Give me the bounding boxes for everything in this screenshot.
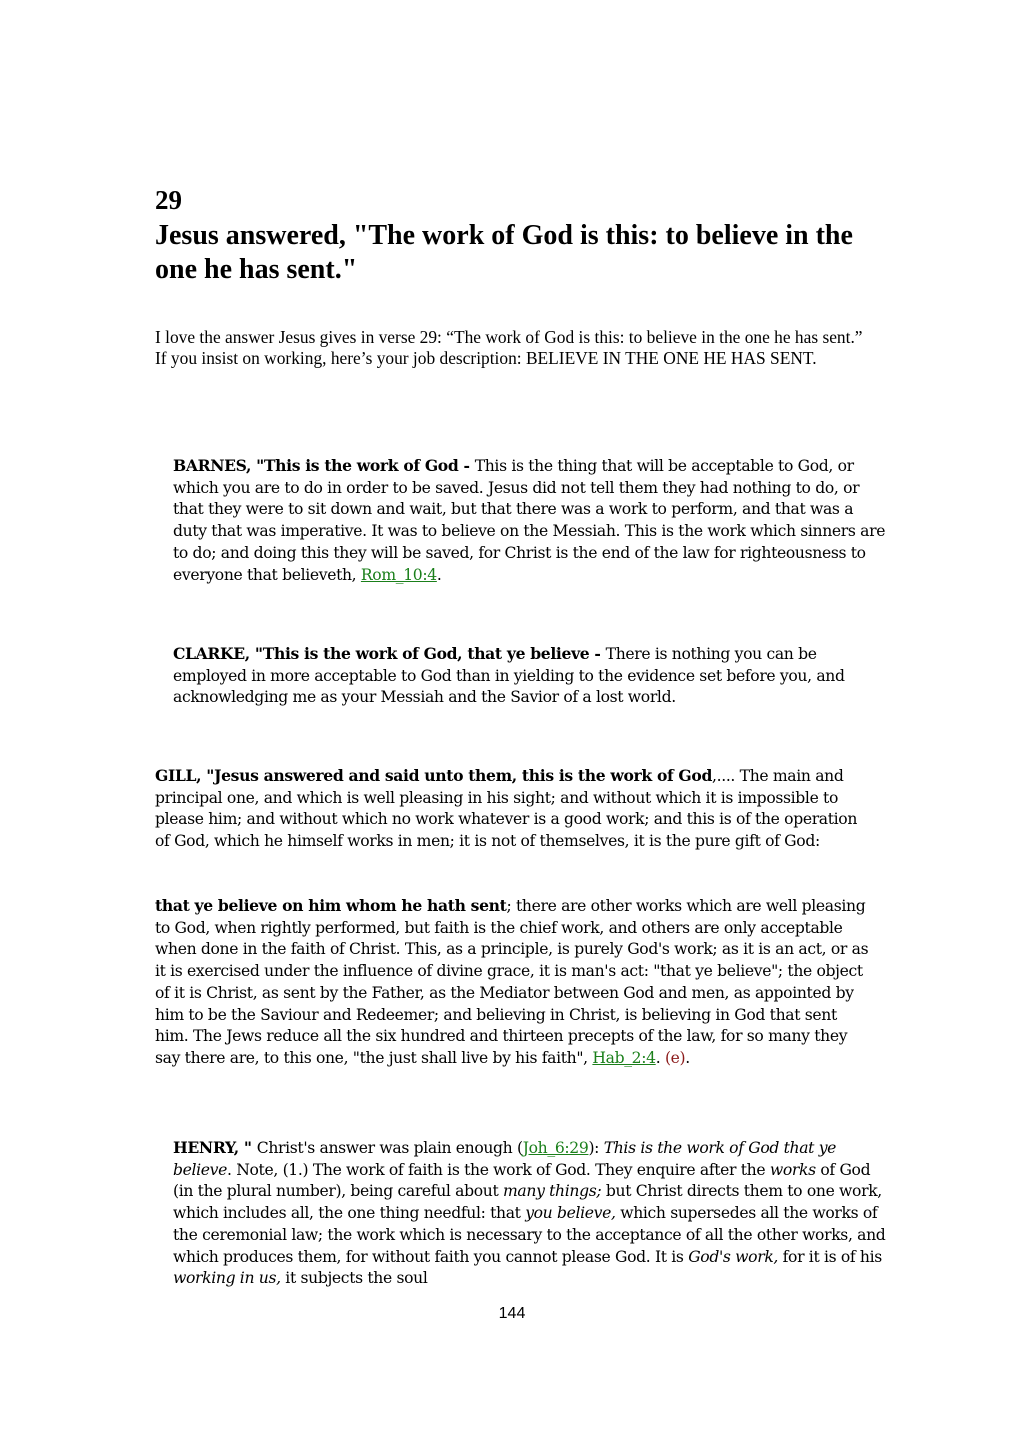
henry-text: it subjects the soul [280, 1269, 428, 1288]
verse-title: Jesus answered, "The work of God is this: to believe in the one he has sent." [155, 220, 853, 285]
henry-italic: This is the work of God that ye believe [173, 1139, 837, 1179]
henry-text: but Christ directs them to one work, which includes all, the one thing needful: that [173, 1182, 882, 1223]
barnes-commentary [155, 455, 888, 586]
henry-text: Christ's answer was plain enough ( [256, 1139, 523, 1157]
henry-text: which supersedes all the works of the ceremonial law; the work which is necessary to the acceptance of all the other works, and which produces them, for without faith you cannot please God. It is [173, 1204, 886, 1266]
barnes-scripture-link[interactable]: Rom_10:4 [360, 565, 437, 584]
gill-text1: ,.... The main and principal one, and which is well pleasing in his sight; and without which it is impossible to please him; and without which no work whatever is a good work; and this is of the operation of God, which he himself works in men; it is not of themselves, it is the pure gift of God: [155, 767, 858, 851]
gill-lead2: that ye believe on him whom he hath sent [155, 896, 507, 915]
henry-italic: many things; [503, 1182, 602, 1201]
barnes-end: . [436, 565, 442, 584]
clarke-commentary [155, 643, 888, 709]
henry-lead: HENRY, " [173, 1138, 257, 1157]
gill-text2: ; there are other works which are well pleasing to God, when rightly performed, but faith is the chief work, and others are only acceptable when done in the faith of Christ. This, as a principle, is purely God's work; as it is an act, or as it is exercised under the influence of divine grace, it is man's act: "that ye believe"; the object of it is Christ, as sent by the Father, as the Mediator between God and men, as appointed by him to be the Saviour and Redeemer; and believing in Christ, is believing in God that sent him. The Jews reduce all the six hundred and thirteen precepts of the law, for so many they say there are, to this one, "the just shall live by his faith", [155, 897, 869, 1067]
gill-lead: GILL, "Jesus answered and said unto them, this is the work of God [155, 766, 712, 785]
clarke-lead: CLARKE, "This is the work of God, that ye believe - [173, 644, 606, 663]
gill-commentary-part1 [155, 765, 870, 853]
barnes-lead: BARNES, "This is the work of God - [173, 456, 475, 475]
barnes-text: This is the thing that will be acceptable to God, or which you are to do in order to be saved. Jesus did not tell them they had nothing to do, or that they were to sit down and wait, but that there was a work to perform, and that was a duty that was imperative. It was to believe on the Messiah. This is the work which sinners are to do; and doing this they will be saved, for Christ is the end of the law for righteousness to everyone that believeth, [173, 457, 886, 584]
verse-number: 29 [155, 185, 182, 215]
henry-text: . Note, (1.) The work of faith is the work of God. They enquire after the [227, 1160, 770, 1179]
gill-end: . [685, 1048, 690, 1067]
gill-footnote-marker[interactable]: (e) [664, 1048, 686, 1067]
gill-sep: . [655, 1048, 665, 1067]
henry-text: for it is of his [778, 1247, 882, 1266]
gill-scripture-link[interactable]: Hab_2:4 [592, 1048, 656, 1067]
gill-commentary-part2 [155, 895, 870, 1070]
henry-italic: working in us, [173, 1269, 281, 1288]
henry-italic: God's work, [688, 1247, 779, 1266]
henry-commentary [155, 1137, 888, 1290]
henry-text: of God (in the plural number), being careful about [173, 1160, 871, 1201]
henry-italic: you believe, [525, 1204, 616, 1223]
intro-paragraph: I love the answer Jesus gives in verse 29: “The work of God is this: to believe in the one he has sent.” If you insist on working, here’s your job description: BELIEVE IN THE ONE HE HAS SENT. [155, 327, 863, 369]
henry-italic: works [769, 1160, 816, 1179]
henry-scripture-link[interactable]: Joh_6:29 [522, 1139, 589, 1157]
page-number: 144 [498, 1305, 526, 1322]
clarke-text: There is nothing you can be employed in more acceptable to God than in yielding to the evidence set before you, and acknowledging me as your Messiah and the Savior of a lost world. [173, 645, 845, 707]
henry-text: ): [588, 1139, 604, 1157]
